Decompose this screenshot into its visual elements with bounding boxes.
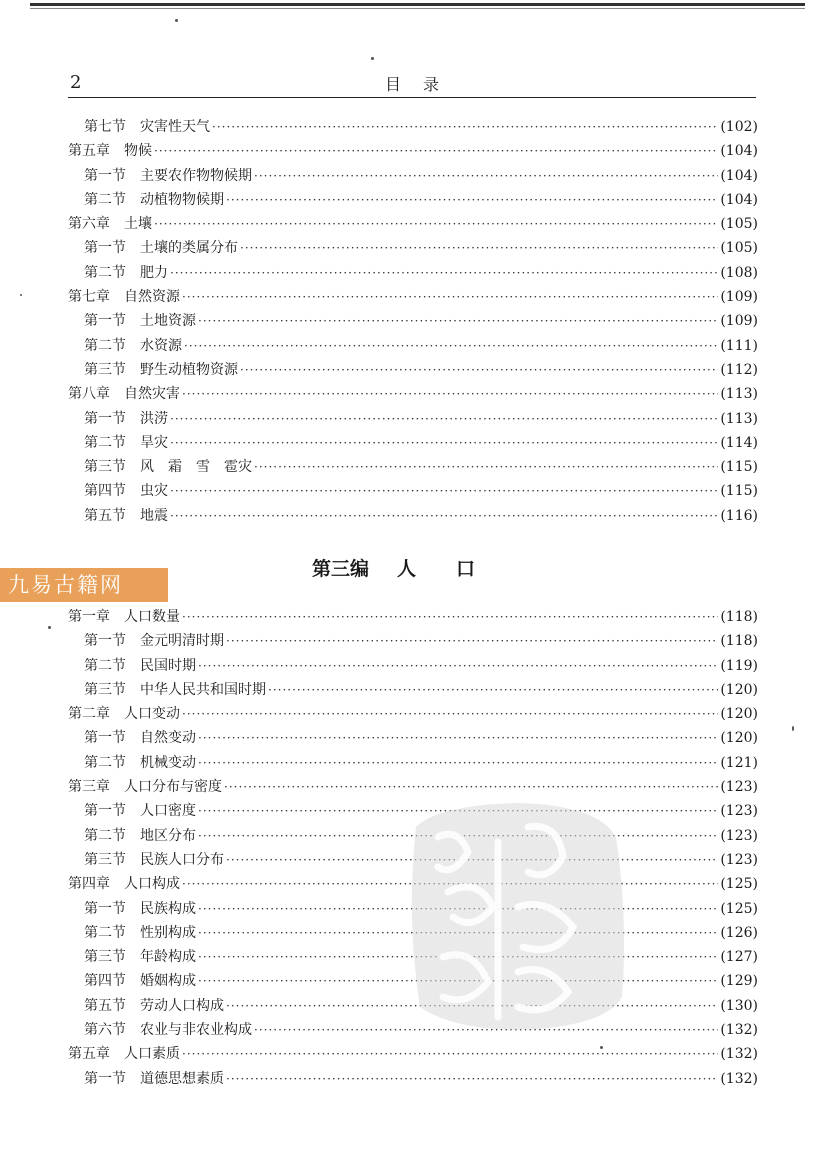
part-heading-label: 第三编 xyxy=(311,558,369,580)
toc-entry-number: 第五章 xyxy=(68,1046,110,1063)
part-heading-title: 人口 xyxy=(397,558,516,580)
toc-entry-page: (115) xyxy=(720,483,758,500)
toc-entry-page: (120) xyxy=(720,681,758,698)
toc-entry-page: (120) xyxy=(720,730,758,747)
toc-dot-leader xyxy=(170,266,718,280)
toc-dot-leader xyxy=(182,387,718,401)
toc-dot-leader xyxy=(224,780,718,794)
toc-dot-leader xyxy=(182,707,718,721)
toc-dot-leader xyxy=(182,610,718,624)
toc-section-entry xyxy=(68,655,758,679)
toc-entry-title: 动植物物候期 xyxy=(140,191,224,208)
toc-dot-leader xyxy=(154,144,718,158)
toc-entry-title: 自然资源 xyxy=(124,289,180,306)
toc-entry-number: 第一节 xyxy=(84,240,126,257)
toc-entry-title: 人口数量 xyxy=(124,609,180,625)
toc-dot-leader xyxy=(226,193,718,207)
toc-dot-leader xyxy=(254,169,718,183)
toc-entry-page: (126) xyxy=(720,924,758,941)
toc-section-entry xyxy=(68,727,758,751)
toc-entry-title: 虫灾 xyxy=(140,483,168,500)
running-title: 目录 xyxy=(384,75,461,94)
toc-entry-title: 农业与非农业构成 xyxy=(140,1022,252,1039)
toc-dot-leader xyxy=(198,756,718,770)
top-border-rule xyxy=(30,3,805,6)
toc-chapter-entry xyxy=(68,383,758,407)
toc-entry-title: 土壤 xyxy=(124,216,152,233)
toc-entry-page: (123) xyxy=(720,851,758,868)
toc-entry-title: 民族构成 xyxy=(140,900,196,917)
toc-chapter-entry xyxy=(68,286,758,310)
toc-entry-number: 第二节 xyxy=(84,434,126,451)
toc-dot-leader xyxy=(254,460,718,474)
toc-entry-page: (121) xyxy=(720,754,758,771)
toc-entry-title: 水资源 xyxy=(140,337,182,354)
toc-dot-leader xyxy=(198,314,718,328)
toc-entry-number: 第八章 xyxy=(68,386,110,403)
toc-entry-page: (113) xyxy=(720,410,758,427)
toc-entry-title: 野生动植物资源 xyxy=(140,361,238,378)
toc-entry-page: (119) xyxy=(720,657,758,674)
page-number: 2 xyxy=(70,72,82,93)
toc-entry-number: 第三节 xyxy=(84,949,126,966)
toc-entry-page: (123) xyxy=(720,827,758,844)
toc-dot-leader xyxy=(182,290,718,304)
toc-entry-page: (105) xyxy=(720,240,758,257)
header-rule xyxy=(68,97,756,98)
toc-entry-page: (115) xyxy=(720,459,758,476)
toc-entry-number: 第一节 xyxy=(84,167,126,184)
toc-entry-page: (130) xyxy=(720,997,758,1014)
toc-entry-number: 第二节 xyxy=(84,827,126,844)
toc-dot-leader xyxy=(240,241,718,255)
toc-entry-page: (104) xyxy=(720,167,758,184)
toc-entry-page: (123) xyxy=(720,803,758,820)
scan-speck xyxy=(48,626,51,629)
toc-entry-title: 人口构成 xyxy=(124,876,180,893)
toc-section-entry xyxy=(68,335,758,359)
toc-entry-number: 第五章 xyxy=(68,143,110,160)
toc-chapter-entry xyxy=(68,703,758,727)
toc-entry-number: 第三节 xyxy=(84,851,126,868)
toc-entry-title: 劳动人口构成 xyxy=(140,997,224,1014)
toc-entry-title: 人口密度 xyxy=(140,803,196,820)
toc-entry-number: 第三章 xyxy=(68,779,110,796)
toc-chapter-entry xyxy=(68,213,758,237)
toc-entry-page: (123) xyxy=(720,779,758,796)
toc-entry-title: 地区分布 xyxy=(140,827,196,844)
toc-entry-page: (118) xyxy=(720,609,758,625)
toc-entry-title: 中华人民共和国时期 xyxy=(140,681,266,698)
toc-entry-page: (118) xyxy=(720,633,758,650)
toc-dot-leader xyxy=(268,683,718,697)
toc-entry-title: 年龄构成 xyxy=(140,949,196,966)
toc-entry-title: 性别构成 xyxy=(140,924,196,941)
scan-speck xyxy=(600,1046,603,1049)
toc-entry-title: 洪涝 xyxy=(140,410,168,427)
toc-dot-leader xyxy=(182,1047,718,1061)
toc-entry-title: 灾害性天气 xyxy=(140,119,210,135)
toc-entry-title: 道德思想素质 xyxy=(140,1070,224,1087)
toc-dot-leader xyxy=(226,1072,718,1086)
toc-entry-page: (129) xyxy=(720,973,758,990)
toc-entry-title: 地震 xyxy=(140,507,168,524)
toc-chapter-entry xyxy=(68,1043,758,1067)
toc-entry-title: 人口分布与密度 xyxy=(124,779,222,796)
toc-entry-number: 第二章 xyxy=(68,706,110,723)
toc-entry-page: (112) xyxy=(720,361,758,378)
toc-chapter-entry xyxy=(68,606,758,630)
toc-entry-number: 第三节 xyxy=(84,361,126,378)
toc-entry-number: 第四章 xyxy=(68,876,110,893)
scan-speck xyxy=(175,19,178,22)
toc-section-entry xyxy=(68,432,758,456)
toc-entry-page: (108) xyxy=(720,264,758,281)
toc-entry-page: (132) xyxy=(720,1046,758,1063)
toc-section-entry xyxy=(68,456,758,480)
toc-entry-title: 土壤的类属分布 xyxy=(140,240,238,257)
toc-entry-number: 第三节 xyxy=(84,681,126,698)
toc-entry-page: (125) xyxy=(720,876,758,893)
toc-entry-number: 第一节 xyxy=(84,803,126,820)
toc-entry-page: (109) xyxy=(720,289,758,306)
toc-entry-number: 第一节 xyxy=(84,1070,126,1087)
toc-entry-title: 金元明清时期 xyxy=(140,633,224,650)
toc-entry-title: 民国时期 xyxy=(140,657,196,674)
toc-entry-page: (105) xyxy=(720,216,758,233)
toc-entry-title: 自然灾害 xyxy=(124,386,180,403)
toc-entry-page: (132) xyxy=(720,1070,758,1087)
toc-entry-title: 民族人口分布 xyxy=(140,851,224,868)
toc-dot-leader xyxy=(170,509,718,523)
toc-section-entry xyxy=(68,1068,758,1092)
toc-section-entry xyxy=(68,262,758,286)
toc-entry-page: (113) xyxy=(720,386,758,403)
toc-entry-number: 第七章 xyxy=(68,289,110,306)
toc-section-entry xyxy=(68,408,758,432)
page-header xyxy=(68,70,756,98)
toc-list-before xyxy=(68,116,758,529)
toc-entry-number: 第七节 xyxy=(84,119,126,135)
toc-entry-page: (127) xyxy=(720,949,758,966)
toc-entry-page: (132) xyxy=(720,1022,758,1039)
toc-entry-number: 第六章 xyxy=(68,216,110,233)
toc-section-entry xyxy=(68,189,758,213)
toc-section-entry xyxy=(68,165,758,189)
toc-entry-number: 第六节 xyxy=(84,1022,126,1039)
toc-entry-title: 风 霜 雪 雹灾 xyxy=(140,459,252,476)
toc-section-entry xyxy=(68,116,758,140)
toc-entry-page: (104) xyxy=(720,191,758,208)
part-heading xyxy=(0,554,827,581)
toc-entry-number: 第一节 xyxy=(84,900,126,917)
toc-entry-number: 第五节 xyxy=(84,507,126,524)
scan-speck xyxy=(792,726,794,731)
toc-entry-page: (111) xyxy=(720,337,758,354)
toc-dot-leader xyxy=(198,731,718,745)
toc-entry-title: 土地资源 xyxy=(140,313,196,330)
toc-entry-title: 自然变动 xyxy=(140,730,196,747)
toc-entry-number: 第二节 xyxy=(84,191,126,208)
toc-entry-number: 第二节 xyxy=(84,657,126,674)
toc-entry-title: 主要农作物物候期 xyxy=(140,167,252,184)
toc-section-entry xyxy=(68,310,758,334)
toc-entry-number: 第一节 xyxy=(84,313,126,330)
toc-dot-leader xyxy=(170,436,718,450)
toc-dot-leader xyxy=(154,217,718,231)
scan-speck xyxy=(20,294,22,296)
toc-entry-number: 第二节 xyxy=(84,264,126,281)
toc-entry-number: 第一节 xyxy=(84,730,126,747)
toc-entry-number: 第二节 xyxy=(84,337,126,354)
toc-entry-number: 第三节 xyxy=(84,459,126,476)
toc-entry-number: 第一节 xyxy=(84,410,126,427)
toc-dot-leader xyxy=(240,363,718,377)
toc-entry-page: (120) xyxy=(720,706,758,723)
toc-section-entry xyxy=(68,237,758,261)
toc-entry-title: 肥力 xyxy=(140,264,168,281)
toc-entry-title: 物候 xyxy=(124,143,152,160)
toc-dot-leader xyxy=(170,484,718,498)
top-border-thin-rule xyxy=(30,8,805,9)
toc-dot-leader xyxy=(226,634,718,648)
toc-entry-number: 第四节 xyxy=(84,973,126,990)
toc-entry-page: (102) xyxy=(720,119,758,135)
toc-dot-leader xyxy=(198,659,718,673)
toc-entry-page: (116) xyxy=(720,507,758,524)
toc-section-entry xyxy=(68,679,758,703)
toc-dot-leader xyxy=(184,339,718,353)
toc-entry-page: (109) xyxy=(720,313,758,330)
toc-entry-page: (104) xyxy=(720,143,758,160)
toc-entry-title: 婚姻构成 xyxy=(140,973,196,990)
toc-entry-number: 第一节 xyxy=(84,633,126,650)
toc-dot-leader xyxy=(212,120,718,134)
toc-section-entry xyxy=(68,480,758,504)
toc-entry-title: 机械变动 xyxy=(140,754,196,771)
toc-entry-title: 人口变动 xyxy=(124,706,180,723)
toc-entry-title: 人口素质 xyxy=(124,1046,180,1063)
toc-entry-number: 第四节 xyxy=(84,483,126,500)
toc-entry-number: 第二节 xyxy=(84,924,126,941)
seal-stamp xyxy=(398,797,630,1037)
toc-entry-number: 第二节 xyxy=(84,754,126,771)
toc-entry-number: 第一章 xyxy=(68,609,110,625)
toc-chapter-entry xyxy=(68,140,758,164)
toc-entry-number: 第五节 xyxy=(84,997,126,1014)
toc-dot-leader xyxy=(170,412,718,426)
toc-section-entry xyxy=(68,752,758,776)
toc-section-entry xyxy=(68,359,758,383)
toc-entry-page: (125) xyxy=(720,900,758,917)
toc-section-entry xyxy=(68,630,758,654)
toc-section-entry xyxy=(68,505,758,529)
toc-entry-title: 旱灾 xyxy=(140,434,168,451)
scan-speck xyxy=(371,57,374,60)
watermark-banner: 九易古籍网 xyxy=(0,568,168,602)
toc-entry-page: (114) xyxy=(720,434,758,451)
